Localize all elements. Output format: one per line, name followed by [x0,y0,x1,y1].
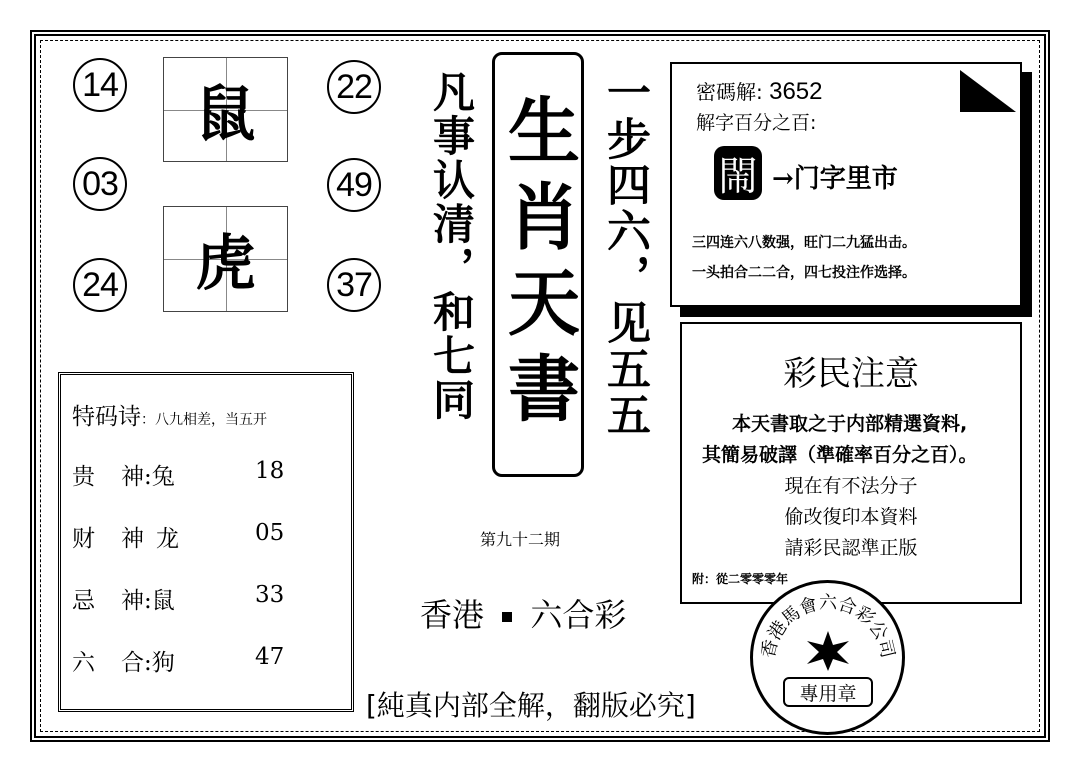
footer-slogan: [純真内部全解，翻版必究] [366,689,696,722]
notice-title: 彩民注意 [783,354,919,394]
left-vertical-slogan: 凡事认清，和七同 [427,70,476,422]
company-seal [750,580,905,735]
poem-sep: : [144,650,152,676]
poem-label: 忌 [72,588,95,614]
number-ball: 03 [73,157,127,211]
code-box [670,62,1022,307]
password-label: 密碼解: [696,80,763,104]
brand-name [420,590,626,636]
right-vertical-slogan: 一步四六，见五五 [599,70,650,438]
corner-triangle-icon [960,70,1016,112]
page-title: 生肖天書 [496,92,581,437]
notice-footnote: 附：從二零零零年 [692,572,789,586]
poem-animal: 龙 [156,526,179,552]
poem-label: 合 [121,650,144,676]
poem-number: 47 [255,644,285,670]
poem-animal: 狗 [151,650,175,676]
brand-left: 香港 [420,596,485,634]
notice-line: 其簡易破譯（準確率百分之百）。 [702,444,978,466]
notice-box [680,322,1022,604]
poem-number: 18 [255,458,285,484]
riddle-answer: →门字里市 [772,164,898,194]
poem-text: ：八九相差，当五开 [141,412,267,428]
number-ball: 49 [327,158,381,212]
issue-number: 第九十二期 [480,530,561,549]
notice-line: 現在有不法分子 [784,475,918,497]
poem-row [72,520,179,553]
poem-heading: 特码诗 [72,404,141,430]
zodiac-char: 鼠 [195,79,256,150]
title-box [492,52,584,477]
poem-animal: 兔 [151,464,175,490]
poem-label: 神 [121,464,144,490]
zodiac-box-bottom [163,206,288,312]
poem-animal: 鼠 [151,588,175,614]
decode-subtitle: 解字百分之百: [696,112,817,134]
brand-dot [502,612,512,622]
poem-row [72,458,175,491]
poem-label: 神 [121,526,144,552]
poem-sep: : [144,588,152,614]
poem-label: 神 [121,588,144,614]
poem-sep: : [144,464,152,490]
password-value: 3652 [769,78,823,105]
notice-line: 請彩民認準正版 [784,537,918,559]
notice-line: 本天書取之于内部精選資料, [732,413,968,435]
hint-line-1: 三四连六八数强，旺门二九猛出击。 [692,235,916,251]
star-icon [805,631,851,671]
number-ball: 24 [73,258,127,312]
number-ball: 14 [73,58,127,112]
poem-label: 贵 [72,464,95,490]
zodiac-char: 虎 [195,229,256,299]
poem-label: 财 [72,526,95,552]
poem-row [72,644,175,677]
poem-number: 05 [255,520,285,546]
poem-number: 33 [255,582,285,608]
brand-right: 六合彩 [530,596,627,634]
poem-row [72,582,175,615]
number-ball: 37 [327,258,381,312]
zodiac-box-top [163,57,288,162]
riddle-glyph: 閙 [714,146,762,200]
svg-text:香港馬會六合彩公司: 香港馬會六合彩公司 [757,592,899,661]
poem-label: 六 [72,650,95,676]
seal-center-text: 專用章 [783,677,873,707]
hint-line-2: 一头拍合二二合，四七投注作选择。 [692,265,916,281]
number-ball: 22 [327,60,381,114]
notice-line: 偷改復印本資料 [784,506,918,528]
